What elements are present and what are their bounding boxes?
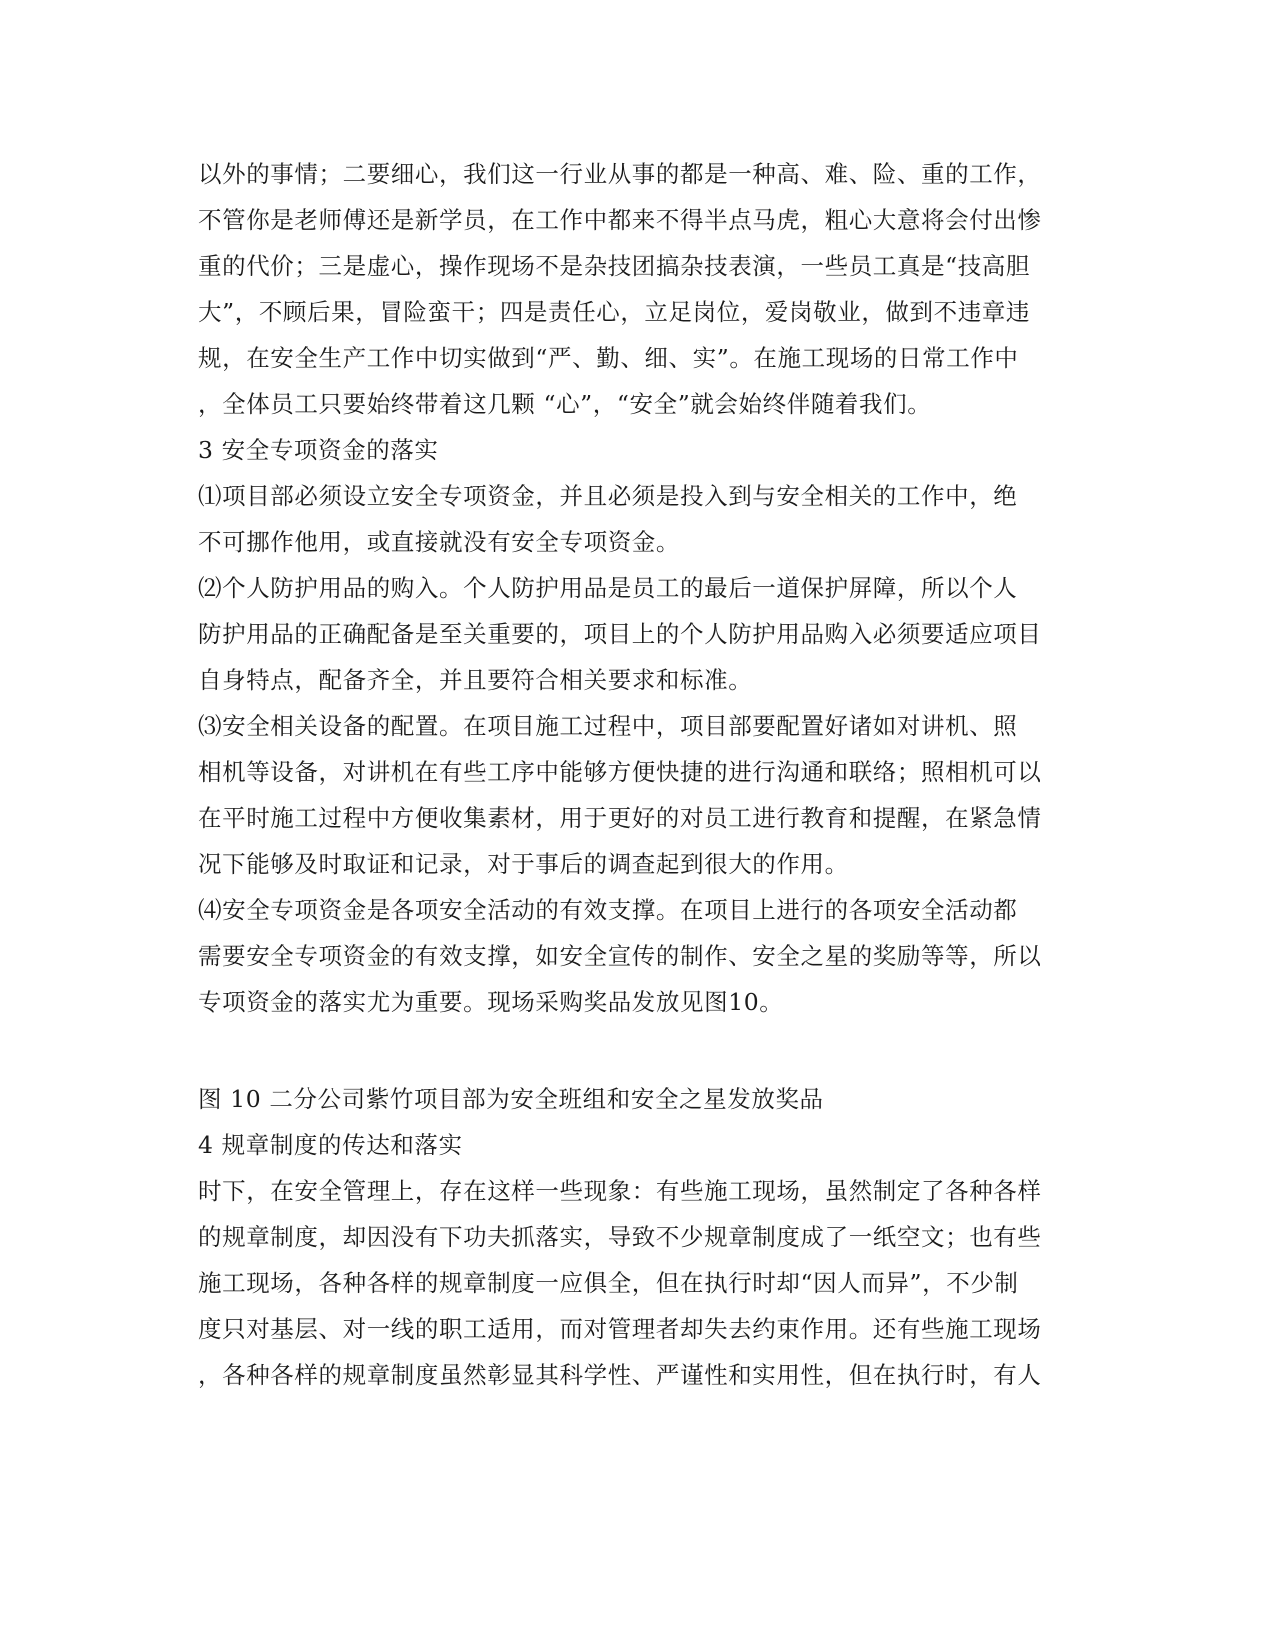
paragraph-line: 施工现场，各种各样的规章制度一应俱全，但在执行时却“因人而异”，不少制 [198,1269,1019,1297]
paragraph-line: 防护用品的正确配备是至关重要的，项目上的个人防护用品购入必须要适应项目 [198,620,1042,648]
paragraph-line: 专项资金的落实尤为重要。现场采购奖品发放见图10。 [198,988,784,1016]
paragraph-line: ⑷安全专项资金是各项安全活动的有效支撑。在项目上进行的各项安全活动都 [198,896,1018,924]
paragraph-line: 不可挪作他用，或直接就没有安全专项资金。 [198,528,680,556]
paragraph-line: 在平时施工过程中方便收集素材，用于更好的对员工进行教育和提醒，在紧急情 [198,804,1042,832]
paragraph-line: 的规章制度，却因没有下功夫抓落实，导致不少规章制度成了一纸空文；也有些 [198,1223,1042,1251]
paragraph-line: ，各种各样的规章制度虽然彰显其科学性、严谨性和实用性，但在执行时，有人 [198,1361,1042,1389]
section-heading: 3 安全专项资金的落实 [198,436,439,464]
paragraph-line: ⑵个人防护用品的购入。个人防护用品是员工的最后一道保护屏障，所以个人 [198,574,1018,602]
paragraph-line: 度只对基层、对一线的职工适用，而对管理者却失去约束作用。还有些施工现场 [198,1315,1042,1343]
paragraph-line: ⑶安全相关设备的配置。在项目施工过程中，项目部要配置好诸如对讲机、照 [198,712,1018,740]
paragraph-line: ，全体员工只要始终带着这几颗 “心”，“安全”就会始终伴随着我们。 [198,390,932,418]
paragraph-line: 重的代价；三是虚心，操作现场不是杂技团搞杂技表演，一些员工真是“技高胆 [198,252,1031,280]
paragraph-line: 不管你是老师傅还是新学员，在工作中都来不得半点马虎，粗心大意将会付出惨 [198,206,1042,234]
paragraph-line: ⑴项目部必须设立安全专项资金，并且必须是投入到与安全相关的工作中，绝 [198,482,1018,510]
paragraph-line: 需要安全专项资金的有效支撑，如安全宣传的制作、安全之星的奖励等等，所以 [198,942,1042,970]
paragraph-line: 况下能够及时取证和记录，对于事后的调查起到很大的作用。 [198,850,849,878]
paragraph-line: 大”，不顾后果，冒险蛮干；四是责任心，立足岗位，爱岗敬业，做到不违章违 [198,298,1031,326]
figure-caption: 图 10 二分公司紫竹项目部为安全班组和安全之星发放奖品 [198,1085,824,1113]
paragraph-line: 自身特点，配备齐全，并且要符合相关要求和标准。 [198,666,753,694]
paragraph-line: 相机等设备，对讲机在有些工序中能够方便快捷的进行沟通和联络；照相机可以 [198,758,1042,786]
paragraph-line: 规，在安全生产工作中切实做到“严、勤、细、实”。在施工现场的日常工作中 [198,344,1019,372]
section-heading: 4 规章制度的传达和落实 [198,1131,463,1159]
paragraph-line: 以外的事情；二要细心，我们这一行业从事的都是一种高、难、险、重的工作， [198,160,1042,188]
paragraph-line: 时下，在安全管理上，存在这样一些现象：有些施工现场，虽然制定了各种各样 [198,1177,1042,1205]
